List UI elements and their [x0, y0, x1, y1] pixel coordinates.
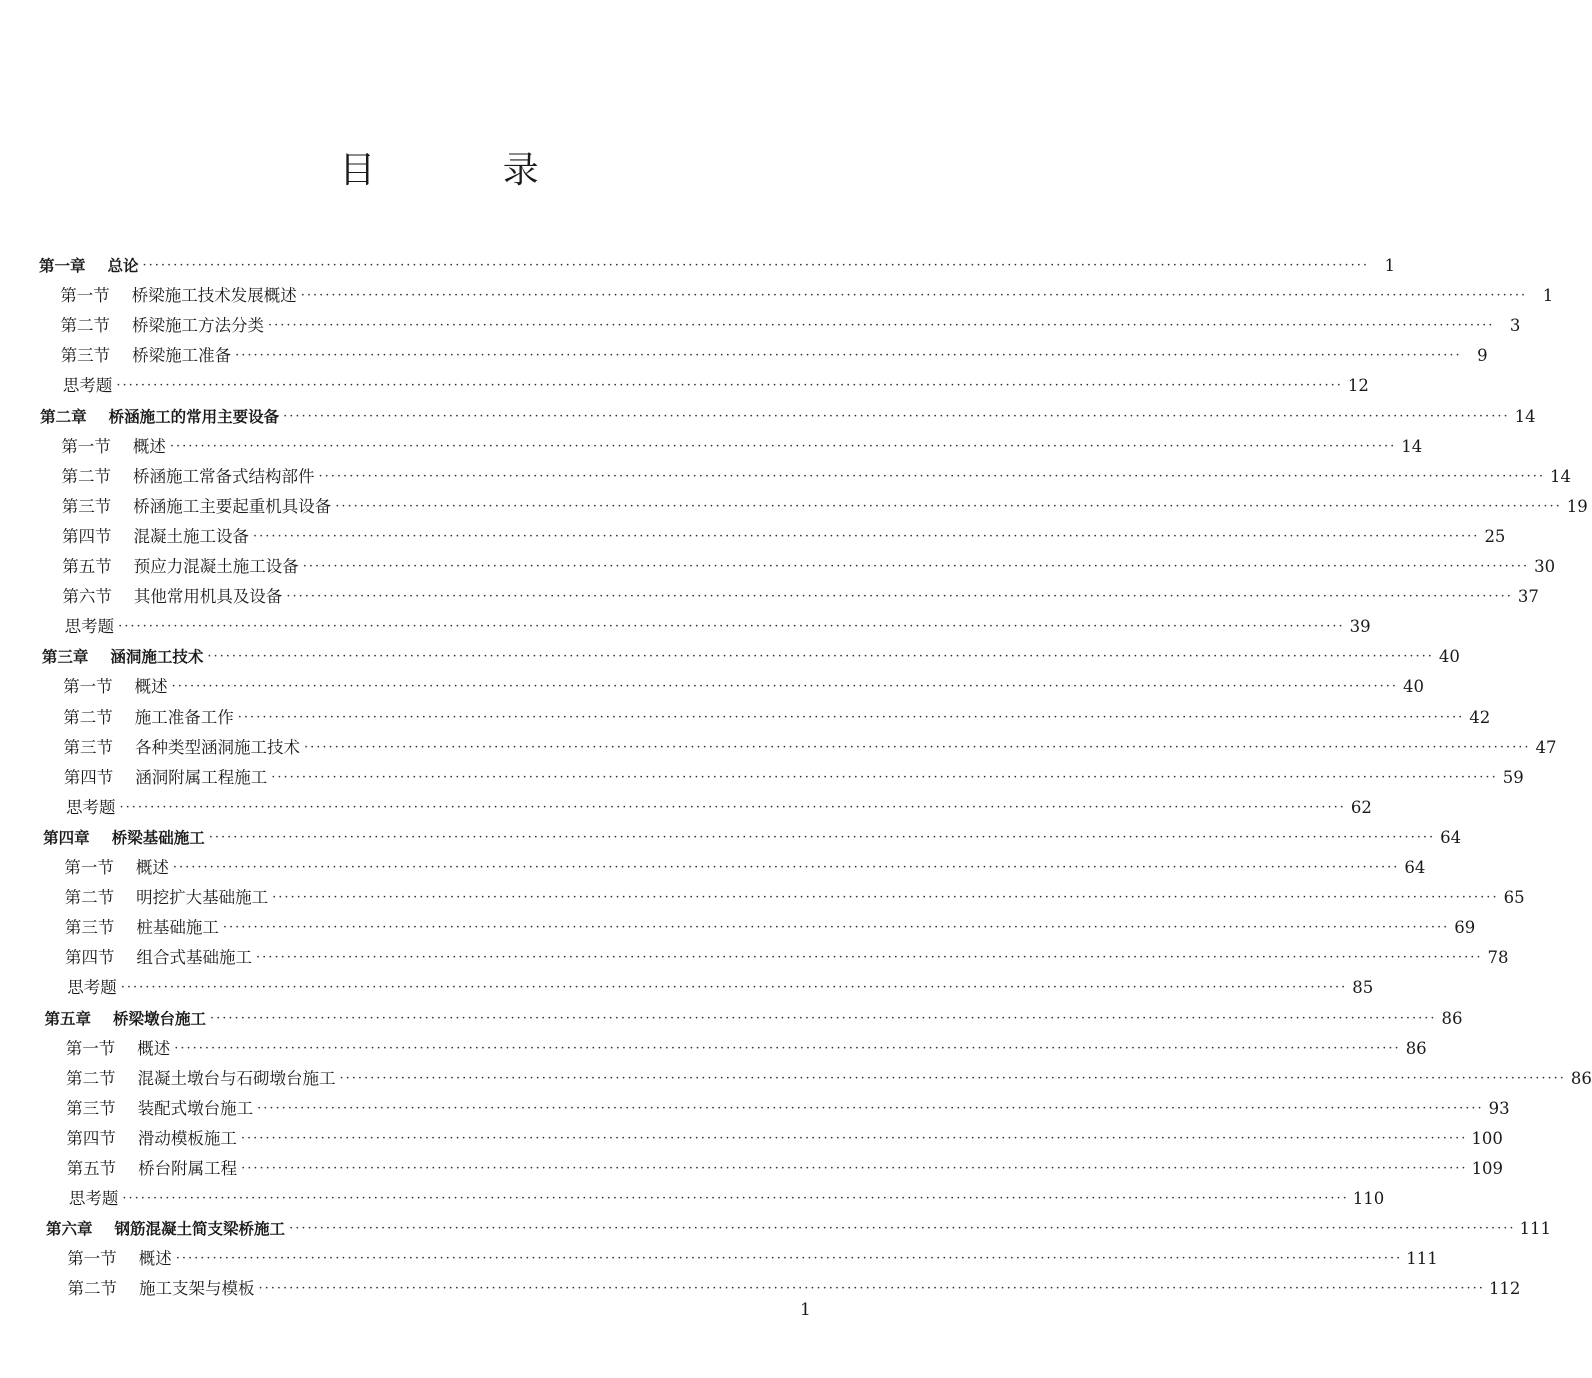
page-title: 目 录 [339, 150, 597, 191]
leader-dots: ········································································································································································································ [256, 950, 1483, 966]
section-number: 第三节 [64, 918, 115, 938]
toc-section-row [67, 1269, 1521, 1299]
section-number: 第一节 [63, 677, 113, 697]
toc-section-row [61, 517, 1506, 547]
chapter-number: 第四章 [43, 828, 90, 847]
leader-dots: ········································································································································································································ [286, 589, 1513, 605]
page-ref: 30 [1534, 557, 1556, 576]
page-ref: 47 [1535, 737, 1557, 757]
page-ref: 111 [1406, 1249, 1438, 1269]
toc-section-row [66, 1149, 1504, 1179]
toc-section-row [64, 908, 1476, 938]
section-title: 概述 [138, 1249, 172, 1269]
section-number: 第三节 [60, 346, 111, 366]
questions-title: 思考题 [62, 376, 113, 396]
section-title: 混凝土施工设备 [133, 526, 249, 546]
chapter-title: 桥梁基础施工 [111, 828, 205, 847]
leader-dots: ········································································································································································································ [142, 258, 1369, 273]
leader-dots: ········································································································································································································ [240, 1130, 1468, 1146]
page-number: 1 [800, 1300, 811, 1320]
toc-section-row [64, 878, 1525, 908]
section-title: 桥梁施工技术发展概述 [131, 286, 297, 306]
toc-section-row [63, 667, 1425, 697]
page-ref: 65 [1503, 888, 1525, 908]
section-number: 第三节 [61, 496, 112, 516]
page-ref: 1 [1542, 286, 1554, 306]
section-title: 预应力混凝土施工设备 [133, 557, 299, 576]
toc-section-row [61, 457, 1571, 487]
page-ref: 3 [1509, 316, 1521, 336]
section-title: 桥涵施工主要起重机具设备 [133, 496, 332, 516]
leader-dots: ········································································································································································································ [119, 799, 1346, 815]
questions-title: 思考题 [67, 978, 117, 998]
page-ref: 25 [1484, 526, 1506, 546]
section-title: 各种类型涵洞施工技术 [135, 737, 301, 757]
section-title: 概述 [137, 1038, 171, 1058]
section-title: 桩基础施工 [136, 918, 219, 938]
leader-dots: ········································································································································································································ [122, 1191, 1349, 1207]
page-ref: 64 [1440, 827, 1462, 847]
leader-dots: ········································································································································································································ [169, 438, 1397, 454]
page-ref: 14 [1514, 406, 1536, 426]
toc-section-row [60, 276, 1554, 306]
leader-dots: ········································································································································································································ [302, 559, 1530, 574]
leader-dots: ········································································································································································································ [271, 769, 1498, 785]
section-title: 桥台附属工程 [138, 1159, 238, 1178]
leader-dots: ········································································································································································································ [257, 1100, 1484, 1116]
leader-dots: ········································································································································································································ [241, 1161, 1468, 1176]
questions-title: 思考题 [65, 797, 116, 817]
chapter-number: 第五章 [44, 1009, 92, 1028]
page-ref: 112 [1488, 1279, 1521, 1299]
leader-dots: ········································································································································································································ [118, 619, 1345, 635]
toc-section-row [67, 1239, 1438, 1269]
section-title: 明挖扩大基础施工 [136, 888, 269, 908]
leader-dots: ········································································································································································································ [172, 860, 1400, 875]
page-ref: 110 [1352, 1189, 1385, 1209]
toc-section-row [63, 728, 1557, 758]
chapter-title: 桥涵施工的常用主要设备 [108, 407, 280, 426]
leader-dots: ········································································································································································································ [116, 378, 1343, 394]
section-number: 第五节 [62, 557, 112, 576]
page-ref: 40 [1438, 647, 1460, 667]
toc-section-row [65, 938, 1509, 968]
page-ref: 86 [1405, 1038, 1427, 1058]
page-ref: 39 [1349, 617, 1371, 637]
section-number: 第二节 [63, 707, 113, 727]
section-number: 第一节 [65, 1038, 116, 1058]
section-title: 涵洞附属工程施工 [135, 767, 268, 787]
leader-dots: ········································································································································································································ [289, 1221, 1516, 1237]
section-title: 其他常用机具及设备 [133, 587, 283, 607]
section-title: 混凝土墩台与石砌墩台施工 [137, 1068, 336, 1088]
toc-section-row [66, 1089, 1510, 1119]
leader-dots: ········································································································································································································ [175, 1251, 1403, 1267]
chapter-number: 第二章 [40, 407, 87, 426]
toc-section-row [63, 758, 1524, 788]
section-title: 施工准备工作 [134, 707, 234, 727]
toc-section-row [61, 487, 1588, 517]
page-ref: 85 [1352, 978, 1374, 998]
toc-chapter-row [43, 818, 1462, 848]
section-number: 第四节 [66, 1128, 116, 1148]
toc-chapter-row [44, 999, 1463, 1029]
leader-dots: ········································································································································································································ [300, 288, 1528, 304]
page-ref: 69 [1454, 918, 1476, 938]
leader-dots: ········································································································································································································ [252, 528, 1480, 544]
page-ref: 9 [1477, 346, 1488, 366]
page-ref: 19 [1566, 496, 1588, 516]
section-title: 概述 [134, 677, 168, 697]
leader-dots: ········································································································································································································ [210, 1010, 1437, 1026]
toc-section-row [66, 1119, 1503, 1149]
page-ref: 64 [1404, 858, 1426, 877]
leader-dots: ········································································································································································································ [208, 829, 1436, 845]
leader-dots: ········································································································································································································ [235, 348, 1462, 364]
page-ref: 14 [1550, 466, 1571, 486]
chapter-title: 总论 [107, 257, 139, 275]
section-number: 第一节 [64, 858, 114, 877]
leader-dots: ········································································································································································································ [174, 1040, 1401, 1056]
chapter-number: 第三章 [41, 648, 89, 667]
toc-chapter-row [40, 397, 1536, 427]
page-ref: 37 [1517, 587, 1539, 607]
section-number: 第一节 [67, 1249, 117, 1269]
leader-dots: ········································································································································································································ [304, 739, 1531, 755]
leader-dots: ········································································································································································································ [120, 980, 1348, 996]
section-number: 第二节 [61, 466, 112, 486]
toc-section-row [62, 577, 1539, 607]
section-number: 第四节 [63, 767, 114, 787]
section-title: 组合式基础施工 [136, 948, 253, 968]
page-ref: 100 [1471, 1128, 1503, 1148]
toc-section-row [61, 427, 1423, 457]
leader-dots: ········································································································································································································ [339, 1070, 1566, 1086]
page-ref: 12 [1347, 376, 1369, 396]
chapter-title: 涵洞施工技术 [110, 648, 204, 667]
toc-questions-row [65, 788, 1372, 818]
section-number: 第五节 [66, 1159, 117, 1178]
section-title: 施工支架与模板 [138, 1279, 255, 1299]
section-title: 桥梁施工准备 [132, 346, 232, 366]
leader-dots: ········································································································································································································ [222, 920, 1450, 936]
leader-dots: ········································································································································································································ [237, 709, 1465, 725]
section-number: 第二节 [64, 888, 115, 908]
section-title: 桥涵施工常备式结构部件 [133, 466, 315, 486]
leader-dots: ········································································································································································································ [335, 498, 1562, 514]
section-title: 概述 [135, 858, 169, 877]
page-ref: 111 [1519, 1219, 1552, 1239]
section-title: 概述 [132, 436, 166, 456]
toc-questions-row [67, 968, 1374, 998]
page-ref: 78 [1487, 948, 1509, 968]
chapter-number: 第一章 [39, 257, 86, 275]
toc-section-row [63, 698, 1491, 728]
toc-chapter-row [39, 246, 1395, 276]
leader-dots: ········································································································································································································ [272, 890, 1499, 906]
section-number: 第三节 [63, 737, 114, 757]
chapter-title: 桥梁墩台施工 [113, 1009, 207, 1028]
leader-dots: ········································································································································································································ [207, 649, 1434, 665]
toc-questions-row [64, 607, 1371, 637]
section-number: 第二节 [60, 316, 110, 336]
section-title: 桥梁施工方法分类 [131, 316, 264, 336]
section-number: 第一节 [60, 286, 110, 306]
page-ref: 86 [1441, 1008, 1463, 1028]
section-number: 第二节 [65, 1068, 116, 1088]
page-ref: 59 [1502, 767, 1524, 787]
page-ref: 86 [1570, 1068, 1592, 1088]
page-ref: 42 [1469, 707, 1491, 727]
page-ref: 40 [1403, 677, 1425, 697]
page-ref: 62 [1350, 797, 1372, 817]
leader-dots: ········································································································································································································ [318, 468, 1545, 484]
toc-section-row [65, 1029, 1427, 1059]
page-ref: 93 [1488, 1098, 1510, 1118]
leader-dots: ········································································································································································································ [258, 1281, 1485, 1297]
toc-questions-row [68, 1179, 1385, 1209]
toc-section-row [65, 1059, 1592, 1089]
page-ref: 14 [1401, 436, 1423, 456]
section-number: 第一节 [61, 436, 111, 456]
toc-section-row [60, 306, 1521, 336]
section-number: 第二节 [67, 1279, 117, 1299]
leader-dots: ········································································································································································································ [283, 408, 1510, 424]
section-title: 装配式墩台施工 [137, 1098, 254, 1118]
toc-section-row [64, 848, 1426, 878]
questions-title: 思考题 [64, 617, 115, 637]
questions-title: 思考题 [68, 1189, 119, 1209]
toc-chapter-row [41, 637, 1460, 667]
section-title: 滑动模板施工 [137, 1128, 237, 1148]
toc-questions-row [62, 366, 1369, 396]
toc-section-row [60, 336, 1488, 366]
leader-dots: ········································································································································································································ [267, 318, 1495, 334]
leader-dots: ········································································································································································································ [171, 679, 1399, 695]
section-number: 第三节 [66, 1098, 116, 1118]
toc-chapter-row [46, 1209, 1552, 1239]
page-ref: 109 [1471, 1159, 1504, 1178]
chapter-title: 钢筋混凝土简支梁桥施工 [114, 1220, 286, 1239]
section-number: 第四节 [65, 948, 115, 968]
toc-section-row [62, 547, 1556, 577]
section-number: 第四节 [61, 526, 112, 546]
chapter-number: 第六章 [46, 1220, 93, 1239]
section-number: 第六节 [62, 587, 112, 607]
page-ref: 1 [1384, 256, 1395, 275]
